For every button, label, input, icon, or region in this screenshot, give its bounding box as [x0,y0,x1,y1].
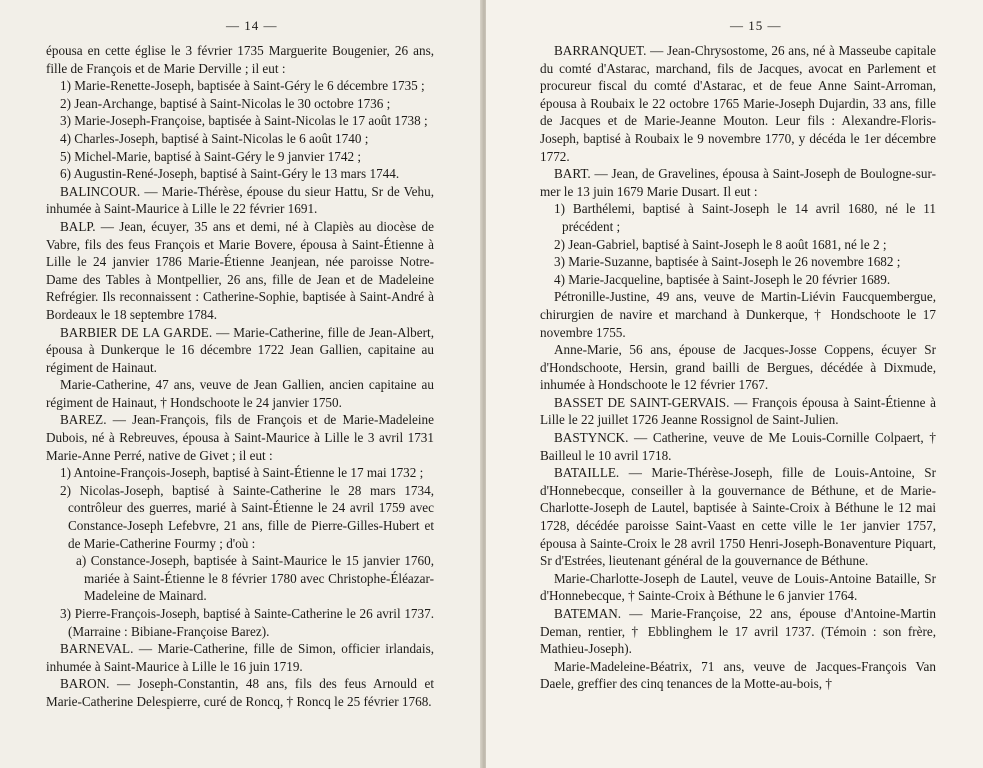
page-number-right: — 15 — [730,18,782,33]
entry-barez: BAREZ. — Jean-François, fils de François et de Marie-Madeleine Dubois, né à Rebreuves, épousa à Saint-Maurice à Lille le 3 avril 1731 Marie-Anne Perré, native de Givet ; il eut : [46,412,434,463]
paragraph: Anne-Marie, 56 ans, épouse de Jacques-Josse Coppens, écuyer Sr d'Hondschoote, Hersin, grand bailli de Bergues, décédée à Dixmude, inhumée à Hondschoote le 12 février 1767. [540,342,936,393]
list-item: 2) Jean-Gabriel, baptisé à Saint-Joseph le 8 août 1681, né le 2 ; [554,236,887,252]
right-page [486,0,983,768]
entry-barranquet: BARRANQUET. — Jean-Chrysostome, 26 ans, né à Masseube capitale du comté d'Astarac, marchand, fils de Jacques, avocat en Parlement et procureur fiscal du comté d'Astarac, et de feue Anne Saint-Arroman, épousa à Roubaix le 22 octobre 1765 Marie-Joseph Dujardin, 33 ans, fille de Jacques et de Marie-Jeanne Mouton. Leur fils : Alexandre-Floris-Joseph, baptisé à Roubaix le 9 novembre 1770, y décéda le 1er décembre 1772. [540,43,936,164]
list-item: 3) Marie-Suzanne, baptisée à Saint-Joseph le 26 novembre 1682 ; [554,254,901,270]
list-item: 2) Nicolas-Joseph, baptisé à Sainte-Catherine le 28 mars 1734, contrôleur des guerres, marié à Saint-Étienne le 24 avril 1759 avec Constance-Joseph Lefebvre, 21 ans, fille de Pierre-Gilles-Hubert et de Marie-Catherine Fourmy ; d'où : [60,482,434,551]
list-subitem: a) Constance-Joseph, baptisée à Saint-Maurice le 15 janvier 1760, mariée à Saint-Étienne le 8 février 1780 avec Christophe-Éléazar-Madeleine de Mainard. [76,553,434,604]
paragraph: Marie-Madeleine-Béatrix, 71 ans, veuve de Jacques-François Van Daele, greffier des cinq tenances de la Motte-au-bois, † [540,658,936,692]
left-text-column [46,42,434,711]
list-item: 5) Michel-Marie, baptisé à Saint-Géry le 9 janvier 1742 ; [60,148,362,164]
paragraph: Marie-Charlotte-Joseph de Lautel, veuve de Louis-Antoine Bataille, Sr d'Honnebecque, † Sainte-Croix à Béthune le 6 janvier 1764. [540,570,936,604]
entry-bastynck: BASTYNCK. — Catherine, veuve de Me Louis-Cornille Colpaert, † Bailleul le 10 avril 1718. [540,430,936,463]
paragraph: Pétronille-Justine, 49 ans, veuve de Martin-Liévin Faucquembergue, chirurgien de navire et marchand à Dunkerque, † Hondschoote le 17 novembre 1755. [540,289,936,340]
entry-baron: BARON. — Joseph-Constantin, 48 ans, fils des feus Arnould et Marie-Catherine Delespierre, curé de Roncq, † Roncq le 25 février 1768. [46,676,434,709]
entry-balincour: BALINCOUR. — Marie-Thérèse, épouse du sieur Hattu, Sr de Vehu, inhumée à Saint-Maurice à Lille le 22 février 1691. [46,183,434,217]
entry-bateman: BATEMAN. — Marie-Françoise, 22 ans, épouse d'Antoine-Martin Deman, rentier, † Ebblinghem le 17 avril 1737. (Témoin : son frère, Mathieu-Joseph). [540,606,936,657]
list-item: 1) Marie-Renette-Joseph, baptisée à Saint-Géry le 6 décembre 1735 ; [60,78,425,94]
left-page [0,0,482,768]
paragraph: épousa en cette église le 3 février 1735 Marguerite Bougenier, 26 ans, fille de François et de Marie Derville ; il eut : [46,43,434,76]
list-item: 3) Pierre-François-Joseph, baptisé à Sainte-Catherine le 26 avril 1737. (Marraine : Bibiane-Françoise Barez). [60,606,434,639]
entry-bart: BART. — Jean, de Gravelines, épousa à Saint-Joseph de Boulogne-sur-mer le 13 juin 1679 Marie Dusart. Il eut : [540,166,936,199]
list-item: 6) Augustin-René-Joseph, baptisé à Saint-Géry le 13 mars 1744. [60,166,400,182]
list-item: 4) Marie-Jacqueline, baptisée à Saint-Joseph le 20 février 1689. [554,271,891,287]
paragraph: Marie-Catherine, 47 ans, veuve de Jean Gallien, ancien capitaine au régiment de Hainaut, † Hondschoote le 24 janvier 1750. [46,377,434,410]
list-item: 4) Charles-Joseph, baptisé à Saint-Nicolas le 6 août 1740 ; [60,130,369,146]
entry-bataille: BATAILLE. — Marie-Thérèse-Joseph, fille de Louis-Antoine, Sr d'Honnebecque, conseiller à la gouvernance de Béthune, et de Marie-Charlotte-Joseph de Lautel, baptisée à Sainte-Croix à Béthune le 12 mai 1728, décédée paroisse Saint-Vaast en cette ville le 1er janvier 1757, épousa à Sainte-Croix le 28 avril 1750 Henri-Joseph-Bonaventure Piquart, Sr d'Estrées, lieutenant général de la gouvernance de Béthune. [540,465,936,569]
list-item: 2) Jean-Archange, baptisé à Saint-Nicolas le 30 octobre 1736 ; [60,95,391,111]
list-item: 1) Antoine-François-Joseph, baptisé à Saint-Étienne le 17 mai 1732 ; [60,465,424,481]
entry-barneval: BARNEVAL. — Marie-Catherine, fille de Simon, officier irlandais, inhumée à Saint-Maurice à Lille le 16 juin 1719. [46,641,434,674]
page-number-left: — 14 — [226,18,278,33]
list-item: 1) Barthélemi, baptisé à Saint-Joseph le 14 avril 1680, né le 11 précédent ; [554,201,936,234]
list-item: 3) Marie-Joseph-Françoise, baptisée à Saint-Nicolas le 17 août 1738 ; [60,113,428,129]
right-text-column [540,42,936,693]
entry-balp: BALP. — Jean, écuyer, 35 ans et demi, né à Clapiès au diocèse de Vabre, fils des feus François et Marie Bovere, épousa à Saint-Étienne à Lille le 24 janvier 1786 Marie-Étienne Jeanjean, née paroisse Notre-Dame des Tables à Montpellier, 26 ans, fille de Jean et de Madeleine Refrégier. Ils reconnaissent : Catherine-Sophie, baptisée à Saint-André à Bordeaux le 18 septembre 1784. [46,218,434,322]
entry-barbier-de-la-garde: BARBIER DE LA GARDE. — Marie-Catherine, fille de Jean-Albert, épousa à Dunkerque le 16 décembre 1722 Jean Gallien, capitaine au régiment de Hainaut. [46,324,434,375]
entry-basset-de-saint-gervais: BASSET DE SAINT-GERVAIS. — François épousa à Saint-Étienne à Lille le 22 juillet 1726 Jeanne Rossignol de Saint-Julien. [540,394,936,428]
